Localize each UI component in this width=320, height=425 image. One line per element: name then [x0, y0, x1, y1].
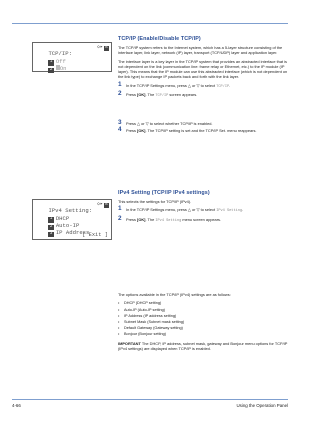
option-number-badge: 2 — [49, 67, 53, 72]
step-text: . The — [145, 216, 156, 222]
options-intro: The options available in the TCP/IP (IPv4) settings are as follows: — [118, 292, 231, 297]
tcpip-step — [118, 128, 288, 133]
important-note — [118, 341, 288, 351]
lcd-title-row — [33, 200, 111, 215]
lcd-option-label: DHCP — [55, 214, 70, 222]
step-number: 2 — [118, 89, 122, 97]
ipv4-heading: IPv4 Setting (TCP/IP IPv4 settings) — [118, 190, 210, 196]
step-text: . The TCP/IP setting is set and the TCP/IP Set. menu reappears. — [145, 128, 257, 134]
tcpip-step — [118, 80, 288, 90]
list-item: • Bonjour (Bonjour setting) — [118, 331, 288, 337]
option-number-badge: 1 — [49, 217, 53, 222]
bottom-rule — [12, 399, 288, 400]
step-number: 3 — [118, 119, 122, 127]
ipv4-paragraph: This selects the settings for TCP/IP (IPv4). — [118, 199, 192, 204]
step-code: IPv4 Setting — [155, 218, 182, 223]
ipv4-step — [118, 214, 288, 224]
top-rule — [12, 23, 288, 24]
step-text: . — [229, 82, 231, 88]
ipv4-section — [118, 190, 288, 226]
lcd-option-label: Off — [55, 57, 66, 65]
options-list — [118, 300, 288, 337]
lcd-ipv4-screen — [32, 199, 112, 240]
step-text: . The — [145, 91, 156, 97]
lcd-option-label: Auto-IP — [55, 221, 80, 229]
list-item: • Default Gateway (Gateway setting) — [118, 325, 288, 331]
ipv4-step — [118, 207, 288, 214]
ok-key-label: [OK] — [137, 91, 146, 97]
ipv4-options-section — [118, 292, 288, 351]
step-number: 1 — [118, 80, 122, 88]
step-code: TCP/IP — [216, 84, 230, 89]
step-text: Press — [126, 216, 138, 222]
step-text: menu screen appears. — [181, 216, 222, 222]
tcpip-heading: TCP/IP (Enable/Disable TCP/IP) — [118, 36, 201, 42]
step-code: IPv4 Setting — [216, 209, 243, 214]
tcpip-paragraph: The interface layer is a key layer in the TCP/IP system that provides an abstracted interface that is not dependent on the link (communication line: frame relay or Ethernet, etc.) to the IP module (IP layer). This means that the IP module can use this abstracted interface (which is not dependent on the link type) to exchange IP packets back and forth with the link layer. — [118, 58, 288, 80]
tcpip-step — [118, 89, 288, 99]
step-number: 2 — [118, 214, 122, 222]
list-item: • IP Address (IP address setting) — [118, 313, 288, 319]
page-number: 4-66 — [12, 403, 21, 408]
indicator-box-icon: B — [105, 46, 108, 50]
lcd-title: IPv4 Setting: — [48, 207, 93, 215]
indicator-box-icon: B — [105, 203, 108, 207]
lcd-option-label: IP Address — [55, 229, 90, 237]
lcd-option-row[interactable] — [33, 215, 111, 229]
lcd-tcpip-screen — [32, 42, 112, 72]
tcpip-paragraph: The TCP/IP system refers to the Internet system, which has a 5-layer structure consisting of the interface layer, link layer, network (IP) layer, transport (TCP/UDP) layer and application layer. — [118, 45, 283, 56]
step-text: screen appears. — [168, 91, 198, 97]
lcd-option-label: On — [59, 64, 67, 72]
step-code: TCP/IP — [155, 93, 169, 98]
lcd-title-row — [33, 43, 111, 58]
chapter-title: Using the Operation Panel — [236, 403, 288, 408]
step-number: 1 — [118, 205, 122, 213]
step-text: In the TCP/IP Settings menu, press △ or ▽ to select — [126, 82, 217, 88]
step-text: . — [242, 207, 244, 213]
tcpip-section — [118, 36, 288, 136]
arrow-indicator-icon: ◇▸ — [96, 44, 103, 50]
lcd-title: TCP/IP: — [48, 50, 72, 58]
lcd-option-row[interactable] — [33, 58, 111, 72]
step-text: Press △ or ▽ to select whether TCP/IP is enabled. — [126, 121, 213, 127]
lcd-option-row[interactable] — [33, 207, 111, 222]
list-item: • Auto-IP (Auto-IP setting) — [118, 307, 288, 313]
spacer — [118, 101, 288, 121]
ok-key-label: [OK] — [137, 128, 146, 134]
list-item: • Subnet Mask (Subnet mask setting) — [118, 319, 288, 325]
important-text: The DHCP, IP address, subnet mask, gateway and Bonjour menu options for TCP/IP (IPv4 settings) are displayed when TCP/IP is enabled. — [118, 340, 288, 351]
exit-softkey[interactable]: [ Exit ] — [82, 232, 108, 238]
step-text: Press — [126, 91, 138, 97]
step-text: Press — [126, 128, 138, 134]
option-number-badge: 2 — [49, 224, 53, 229]
arrow-indicator-icon: ◇▸ — [96, 201, 103, 207]
ok-key-label: [OK] — [137, 216, 146, 222]
option-number-badge: 1 — [49, 60, 53, 65]
option-number-badge: 3 — [49, 232, 53, 236]
step-number: 4 — [118, 126, 122, 134]
step-text: In the TCP/IP Settings menu, press △ or ▽ to select — [126, 207, 217, 213]
tcpip-step — [118, 121, 288, 126]
list-item: • DHCP (DHCP setting) — [118, 300, 288, 306]
important-label: IMPORTANT — [118, 340, 141, 346]
lcd-option-row[interactable] — [33, 50, 111, 65]
